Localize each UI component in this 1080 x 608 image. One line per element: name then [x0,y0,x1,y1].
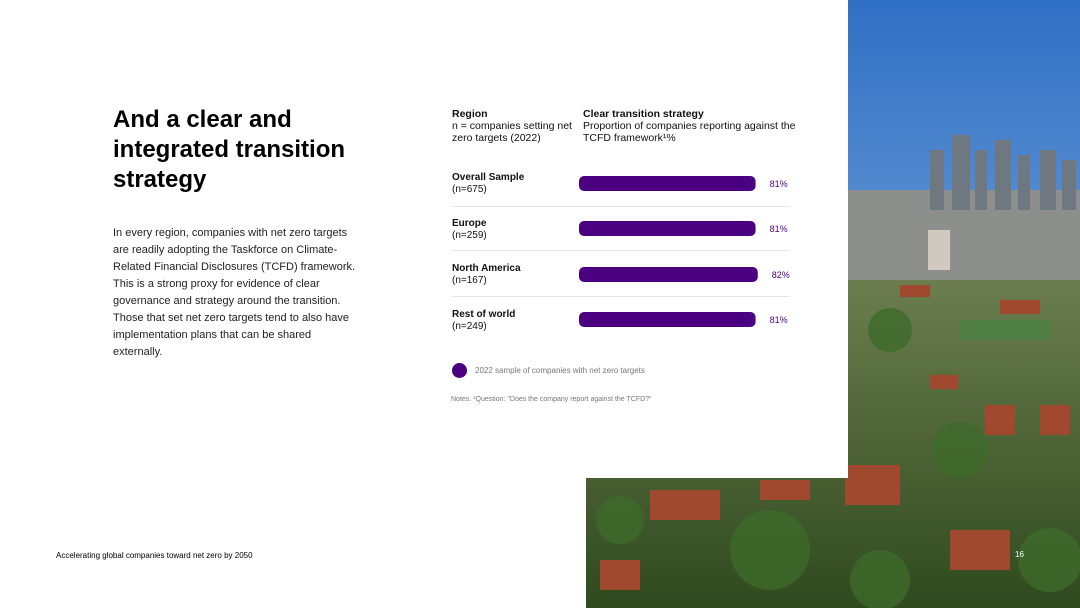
bar-value-label: 81% [769,224,788,234]
bar-value-label: 82% [771,270,790,280]
row-name: North America [452,263,521,274]
row-name: Europe [452,218,487,229]
region-header-title: Region [452,108,488,120]
row-n: (n=167) [452,275,487,286]
legend-swatch [452,363,467,378]
bar-value-label: 81% [769,315,788,325]
row-name: Overall Sample [452,172,525,183]
row-label-overall [452,172,572,196]
page-number: 16 [1015,550,1024,559]
row-name: Rest of world [452,309,516,320]
row-label-north-america [452,263,572,287]
bar-overall-sample [579,176,756,191]
bar-europe [579,221,756,236]
region-header-subtitle: n = companies setting net zero targets (2022) [452,120,572,144]
region-column-header [452,108,572,144]
strategy-header-subtitle: Proportion of companies reporting against the TCFD framework¹% [583,120,796,144]
row-label-rest-of-world [452,309,572,333]
bar-value-label: 81% [769,179,788,189]
strategy-header-title: Clear transition strategy [583,108,704,120]
white-strip [0,478,586,608]
footer-text: Accelerating global companies toward net zero by 2050 [56,551,253,560]
bar-chart [575,160,795,340]
bar-north-america [579,267,758,282]
bar-rest-of-world [579,312,756,327]
strategy-column-header [583,108,803,144]
row-n: (n=259) [452,230,487,241]
row-n: (n=675) [452,184,487,195]
page-title: And a clear and integrated transition strategy [113,106,346,193]
legend [452,363,645,378]
body-paragraph: In every region, companies with net zero targets are readily adopting the Taskforce on Climate-Related Financial Disclosures (TCFD) framework. This is a strong proxy for evidence of clear governance and strategy around the transition. Those that set net zero targets tend to also have implementation plans that can be shared externally. [113,227,356,358]
legend-label: 2022 sample of companies with net zero targets [475,366,645,375]
row-n: (n=249) [452,321,487,332]
notes: Notes: ¹Question: "Does the company report against the TCFD?" [451,396,652,403]
row-label-europe [452,218,572,242]
